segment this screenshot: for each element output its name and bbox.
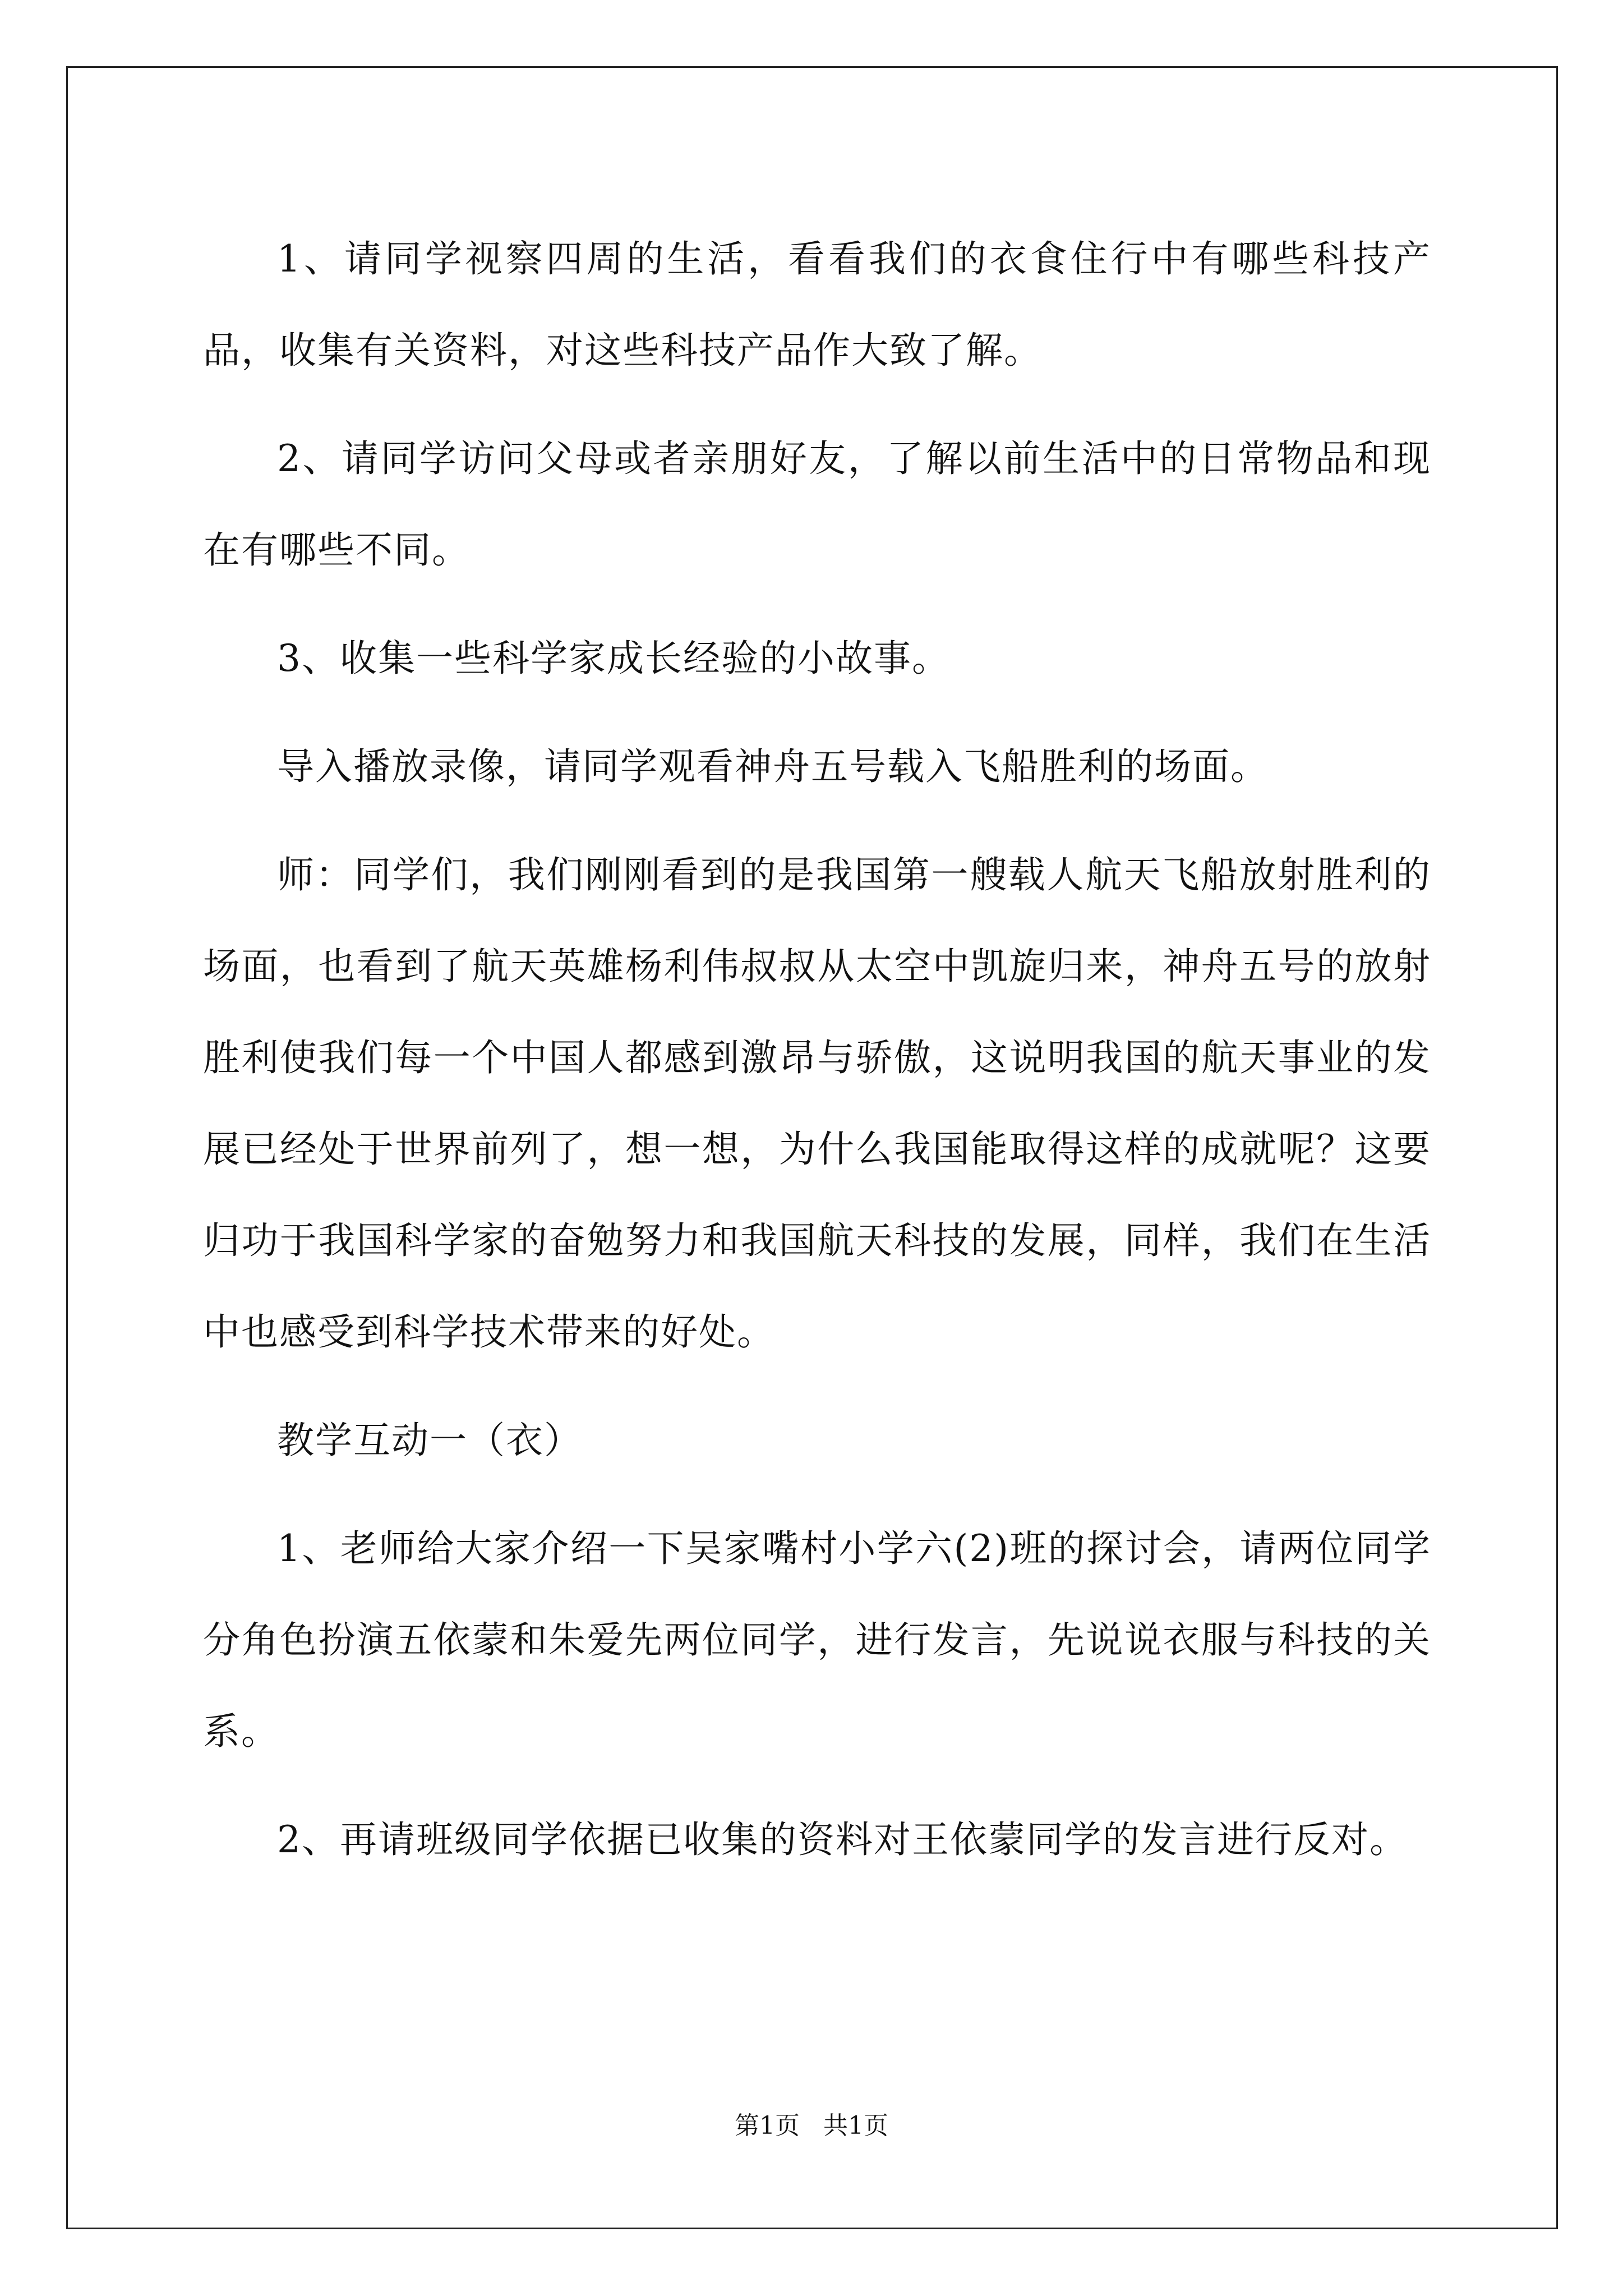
document-body: [203, 213, 1431, 1902]
paragraph-4: 导入播放录像，请同学观看神舟五号载入飞船胜利的场面。: [277, 745, 1269, 788]
page-footer: [0, 2109, 1623, 2143]
paragraph-6: 教学互动一（衣）: [277, 1419, 582, 1462]
paragraph-8: 2、再请班级同学依据已收集的资料对王依蒙同学的发言进行反对。: [277, 1818, 1408, 1861]
paragraph-3: 3、收集一些科学家成长经验的小故事。: [277, 637, 950, 680]
paragraph-7: 1、老师给大家介绍一下吴家嘴村小学六(2)班的探讨会，请两位同学分角色扮演五依蒙和朱爱先两位同学，进行发言，先说说衣服与科技的关系。: [203, 1527, 1431, 1753]
paragraph-5: 师：同学们，我们刚刚看到的是我国第一艘载人航天飞船放射胜利的场面，也看到了航天英雄杨利伟叔叔从太空中凯旋归来，神舟五号的放射胜利使我们每一个中国人都感到激昂与骄傲，这说明我国的航天事业的发展已经处于世界前列了，想一想，为什么我国能取得这样的成就呢？这要归功于我国科学家的奋勉努力和我国航天科技的发展，同样，我们在生活中也感受到科学技术带来的好处。: [203, 853, 1431, 1354]
footer-separator: [800, 2111, 823, 2140]
paragraph-2: 2、请同学访问父母或者亲朋好友，了解以前生活中的日常物品和现在有哪些不同。: [203, 437, 1431, 572]
page-number: 第1页: [735, 2111, 800, 2140]
page-total: 共1页: [823, 2111, 888, 2140]
paragraph-1: 1、请同学视察四周的生活，看看我们的衣食住行中有哪些科技产品，收集有关资料，对这些科技产品作大致了解。: [203, 237, 1431, 372]
